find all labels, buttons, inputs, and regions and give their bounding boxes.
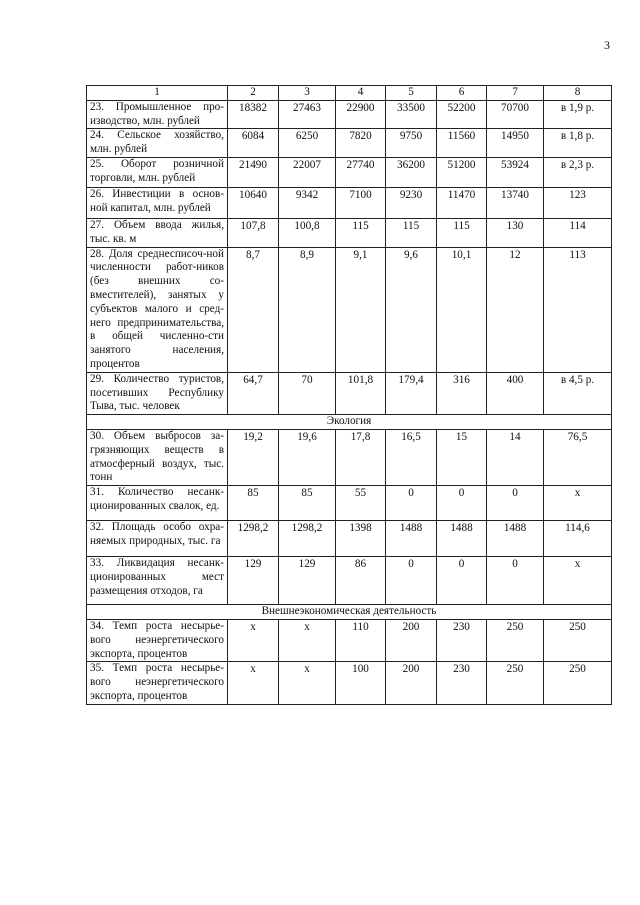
value-cell: 9342	[279, 187, 336, 218]
indicator-label: 35. Темп роста несырье-вого неэнергетического экспорта, процентов	[87, 662, 228, 704]
value-cell: 33500	[386, 100, 437, 129]
indicator-label: 25. Оборот розничной торговли, млн. рублей	[87, 157, 228, 187]
value-cell: 250	[487, 619, 544, 661]
value-cell: 9,6	[386, 247, 437, 372]
value-cell: 9,1	[336, 247, 386, 372]
value-cell: 16,5	[386, 429, 437, 485]
value-cell: 70	[279, 372, 336, 414]
table-row	[87, 157, 612, 187]
header-cell: 3	[279, 86, 336, 101]
value-cell: 36200	[386, 157, 437, 187]
value-cell: 27740	[336, 157, 386, 187]
value-cell: 7820	[336, 129, 386, 158]
value-cell: 1398	[336, 521, 386, 557]
value-cell: 7100	[336, 187, 386, 218]
value-cell: 86	[336, 557, 386, 605]
table-row	[87, 218, 612, 247]
value-cell: 400	[487, 372, 544, 414]
table-row	[87, 521, 612, 557]
indicator-label: 29. Количество туристов, посетивших Республику Тыва, тыс. человек	[87, 372, 228, 414]
value-cell: 21490	[228, 157, 279, 187]
header-cell: 1	[87, 86, 228, 101]
value-cell: 0	[487, 486, 544, 521]
value-cell: 115	[437, 218, 487, 247]
value-cell: 51200	[437, 157, 487, 187]
value-cell: 114,6	[544, 521, 612, 557]
table-row	[87, 662, 612, 704]
value-cell: 1488	[437, 521, 487, 557]
section-row	[87, 415, 612, 430]
value-cell: 76,5	[544, 429, 612, 485]
header-cell: 4	[336, 86, 386, 101]
indicator-label: 32. Площадь особо охра-няемых природных, тыс. га	[87, 521, 228, 557]
value-cell: 110	[336, 619, 386, 661]
value-cell: 22900	[336, 100, 386, 129]
value-cell: 14	[487, 429, 544, 485]
value-cell: 200	[386, 662, 437, 704]
value-cell: 53924	[487, 157, 544, 187]
value-cell: х	[279, 619, 336, 661]
value-cell: х	[228, 619, 279, 661]
indicator-label: 23. Промышленное про-изводство, млн. рублей	[87, 100, 228, 129]
value-cell: 1488	[487, 521, 544, 557]
value-cell: 115	[336, 218, 386, 247]
header-cell: 7	[487, 86, 544, 101]
value-cell: 52200	[437, 100, 487, 129]
value-cell: 11470	[437, 187, 487, 218]
value-cell: 100,8	[279, 218, 336, 247]
value-cell: 1298,2	[279, 521, 336, 557]
indicator-label: 33. Ликвидация несанк-ционированных мест размещения отходов, га	[87, 557, 228, 605]
table-row	[87, 619, 612, 661]
value-cell: 1298,2	[228, 521, 279, 557]
value-cell: в 1,8 р.	[544, 129, 612, 158]
value-cell: 0	[487, 557, 544, 605]
value-cell: 6084	[228, 129, 279, 158]
value-cell: х	[544, 486, 612, 521]
value-cell: 18382	[228, 100, 279, 129]
indicator-label: 26. Инвестиции в основ-ной капитал, млн. рублей	[87, 187, 228, 218]
value-cell: 250	[487, 662, 544, 704]
value-cell: 250	[544, 662, 612, 704]
value-cell: 179,4	[386, 372, 437, 414]
value-cell: 107,8	[228, 218, 279, 247]
header-cell: 2	[228, 86, 279, 101]
value-cell: 8,7	[228, 247, 279, 372]
value-cell: 129	[279, 557, 336, 605]
value-cell: 9230	[386, 187, 437, 218]
value-cell: 15	[437, 429, 487, 485]
section-row	[87, 605, 612, 620]
value-cell: 22007	[279, 157, 336, 187]
table-row	[87, 187, 612, 218]
section-title: Внешнеэкономическая деятельность	[87, 605, 612, 620]
table-row	[87, 372, 612, 414]
value-cell: 0	[386, 486, 437, 521]
header-row	[87, 86, 612, 101]
value-cell: 230	[437, 619, 487, 661]
value-cell: 113	[544, 247, 612, 372]
value-cell: 85	[279, 486, 336, 521]
table-row	[87, 100, 612, 129]
value-cell: х	[279, 662, 336, 704]
value-cell: 123	[544, 187, 612, 218]
value-cell: 9750	[386, 129, 437, 158]
value-cell: 0	[437, 486, 487, 521]
value-cell: 85	[228, 486, 279, 521]
header-cell: 8	[544, 86, 612, 101]
value-cell: 100	[336, 662, 386, 704]
value-cell: 64,7	[228, 372, 279, 414]
indicator-label: 30. Объем выбросов за-грязняющих веществ в атмосферный воздух, тыс. тонн	[87, 429, 228, 485]
value-cell: х	[544, 557, 612, 605]
value-cell: в 1,9 р.	[544, 100, 612, 129]
indicator-label: 24. Сельское хозяйство, млн. рублей	[87, 129, 228, 158]
indicator-label: 28. Доля среднесписоч-ной численности работ-ников (без внешних со-вместителей), занятых у субъектов малого и сред-него предпринимательства, в общей численно-сти занятого населения, процентов	[87, 247, 228, 372]
value-cell: 8,9	[279, 247, 336, 372]
value-cell: 19,6	[279, 429, 336, 485]
value-cell: 115	[386, 218, 437, 247]
header-cell: 6	[437, 86, 487, 101]
value-cell: 14950	[487, 129, 544, 158]
table-row	[87, 557, 612, 605]
value-cell: 11560	[437, 129, 487, 158]
value-cell: 316	[437, 372, 487, 414]
indicator-label: 31. Количество несанк-ционированных свалок, ед.	[87, 486, 228, 521]
value-cell: 55	[336, 486, 386, 521]
value-cell: 12	[487, 247, 544, 372]
value-cell: 19,2	[228, 429, 279, 485]
value-cell: 10640	[228, 187, 279, 218]
page-number: 3	[604, 38, 610, 52]
value-cell: 10,1	[437, 247, 487, 372]
value-cell: 6250	[279, 129, 336, 158]
value-cell: 200	[386, 619, 437, 661]
value-cell: 250	[544, 619, 612, 661]
section-title: Экология	[87, 415, 612, 430]
value-cell: 1488	[386, 521, 437, 557]
value-cell: 17,8	[336, 429, 386, 485]
table-row	[87, 129, 612, 158]
table-row	[87, 247, 612, 372]
value-cell: в 4,5 р.	[544, 372, 612, 414]
value-cell: 101,8	[336, 372, 386, 414]
indicator-label: 34. Темп роста несырье-вого неэнергетического экспорта, процентов	[87, 619, 228, 661]
value-cell: 13740	[487, 187, 544, 218]
value-cell: 114	[544, 218, 612, 247]
indicators-table	[86, 85, 612, 705]
value-cell: 230	[437, 662, 487, 704]
value-cell: 130	[487, 218, 544, 247]
value-cell: 27463	[279, 100, 336, 129]
value-cell: х	[228, 662, 279, 704]
header-cell: 5	[386, 86, 437, 101]
value-cell: в 2,3 р.	[544, 157, 612, 187]
value-cell: 0	[437, 557, 487, 605]
table-row	[87, 429, 612, 485]
value-cell: 129	[228, 557, 279, 605]
value-cell: 70700	[487, 100, 544, 129]
value-cell: 0	[386, 557, 437, 605]
indicator-label: 27. Объем ввода жилья, тыс. кв. м	[87, 218, 228, 247]
table-row	[87, 486, 612, 521]
